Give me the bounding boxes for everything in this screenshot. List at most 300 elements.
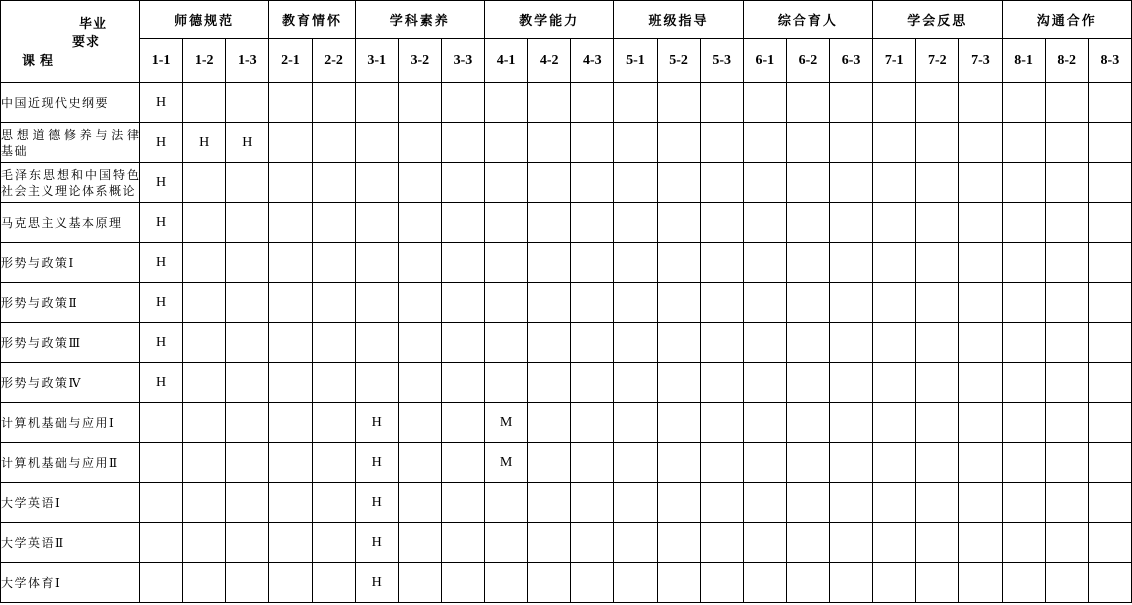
requirement-group-header: 教育情怀	[269, 1, 355, 39]
matrix-cell	[140, 403, 183, 443]
matrix-cell	[786, 403, 829, 443]
matrix-cell	[873, 123, 916, 163]
matrix-cell	[830, 563, 873, 603]
matrix-cell	[1002, 403, 1045, 443]
course-name-cell	[1, 323, 140, 363]
matrix-cell	[528, 323, 571, 363]
matrix-cell	[916, 563, 959, 603]
matrix-cell	[743, 403, 786, 443]
requirement-group-header: 教学能力	[485, 1, 614, 39]
matrix-cell	[269, 123, 312, 163]
matrix-cell	[959, 523, 1002, 563]
matrix-cell	[1088, 443, 1131, 483]
course-name-line: 基础	[1, 143, 29, 158]
matrix-cell	[830, 123, 873, 163]
matrix-cell	[355, 283, 398, 323]
matrix-cell	[657, 443, 700, 483]
matrix-cell	[786, 443, 829, 483]
matrix-cell	[916, 323, 959, 363]
requirement-code-header: 1-1	[140, 39, 183, 83]
matrix-cell	[1002, 483, 1045, 523]
matrix-cell	[441, 203, 484, 243]
matrix-cell	[959, 203, 1002, 243]
matrix-cell	[398, 283, 441, 323]
course-name-cell	[1, 363, 140, 403]
course-name-cell	[1, 83, 140, 123]
matrix-cell	[398, 523, 441, 563]
matrix-cell	[873, 203, 916, 243]
matrix-cell	[657, 403, 700, 443]
matrix-cell	[916, 163, 959, 203]
matrix-cell	[873, 363, 916, 403]
matrix-cell	[1088, 363, 1131, 403]
course-name-cell	[1, 243, 140, 283]
matrix-cell	[183, 323, 226, 363]
matrix-cell	[312, 483, 355, 523]
matrix-cell	[700, 443, 743, 483]
matrix-cell	[786, 243, 829, 283]
matrix-cell	[183, 243, 226, 283]
matrix-cell	[269, 283, 312, 323]
matrix-cell	[1088, 203, 1131, 243]
matrix-cell	[700, 123, 743, 163]
matrix-cell	[1045, 83, 1088, 123]
matrix-cell	[959, 563, 1002, 603]
matrix-cell	[441, 283, 484, 323]
course-name-line: 形势与政策Ⅰ	[1, 255, 75, 270]
matrix-cell	[571, 563, 614, 603]
matrix-cell	[1088, 123, 1131, 163]
matrix-cell	[355, 163, 398, 203]
matrix-cell	[312, 563, 355, 603]
matrix-cell	[485, 83, 528, 123]
matrix-cell	[830, 203, 873, 243]
requirement-code-header: 2-2	[312, 39, 355, 83]
matrix-cell	[873, 483, 916, 523]
course-name-line: 形势与政策Ⅲ	[1, 335, 82, 350]
matrix-cell	[786, 563, 829, 603]
table-row	[1, 523, 1132, 563]
matrix-cell	[614, 243, 657, 283]
matrix-cell	[528, 243, 571, 283]
matrix-cell	[183, 363, 226, 403]
matrix-cell	[873, 443, 916, 483]
matrix-cell	[140, 523, 183, 563]
course-name-cell	[1, 523, 140, 563]
course-name-line: 大学英语Ⅰ	[1, 495, 62, 510]
matrix-cell	[1045, 283, 1088, 323]
matrix-cell	[528, 563, 571, 603]
matrix-cell	[1088, 83, 1131, 123]
requirement-code-header: 1-2	[183, 39, 226, 83]
matrix-cell: H	[355, 523, 398, 563]
matrix-cell	[1045, 563, 1088, 603]
matrix-cell	[571, 283, 614, 323]
matrix-cell	[528, 483, 571, 523]
matrix-cell	[959, 403, 1002, 443]
matrix-cell	[1002, 83, 1045, 123]
matrix-cell	[485, 203, 528, 243]
matrix-cell	[916, 283, 959, 323]
matrix-cell	[398, 563, 441, 603]
matrix-cell	[743, 123, 786, 163]
corner-header-cell	[1, 1, 140, 83]
course-name-cell	[1, 283, 140, 323]
table-row	[1, 443, 1132, 483]
matrix-cell	[485, 483, 528, 523]
matrix-cell	[398, 363, 441, 403]
matrix-cell	[485, 363, 528, 403]
matrix-cell	[786, 363, 829, 403]
courses-label: 课程	[22, 53, 59, 68]
matrix-cell	[571, 323, 614, 363]
matrix-cell	[312, 323, 355, 363]
matrix-cell	[269, 203, 312, 243]
matrix-cell	[830, 243, 873, 283]
matrix-cell	[873, 523, 916, 563]
matrix-cell	[743, 443, 786, 483]
matrix-cell	[312, 283, 355, 323]
matrix-cell	[959, 123, 1002, 163]
requirement-group-header: 师德规范	[140, 1, 269, 39]
matrix-cell	[528, 163, 571, 203]
matrix-cell	[743, 323, 786, 363]
matrix-cell	[312, 203, 355, 243]
matrix-cell	[441, 523, 484, 563]
matrix-cell	[700, 523, 743, 563]
requirement-code-row	[1, 39, 1132, 83]
matrix-cell	[657, 363, 700, 403]
matrix-cell	[1045, 363, 1088, 403]
matrix-cell	[1045, 523, 1088, 563]
course-name-cell	[1, 123, 140, 163]
matrix-cell	[528, 203, 571, 243]
matrix-cell	[183, 563, 226, 603]
matrix-cell	[183, 203, 226, 243]
matrix-cell	[528, 403, 571, 443]
matrix-cell	[269, 523, 312, 563]
matrix-cell	[269, 403, 312, 443]
matrix-cell	[743, 483, 786, 523]
matrix-cell: H	[140, 83, 183, 123]
matrix-cell	[1045, 163, 1088, 203]
matrix-cell	[873, 283, 916, 323]
requirement-code-header: 1-3	[226, 39, 269, 83]
matrix-cell	[571, 83, 614, 123]
matrix-cell	[1045, 203, 1088, 243]
matrix-cell	[312, 363, 355, 403]
matrix-cell	[786, 163, 829, 203]
matrix-cell	[485, 163, 528, 203]
course-name-line: 形势与政策Ⅳ	[1, 375, 82, 390]
matrix-cell	[1088, 563, 1131, 603]
matrix-cell: H	[355, 403, 398, 443]
matrix-cell	[571, 363, 614, 403]
matrix-cell	[916, 403, 959, 443]
matrix-cell	[1002, 243, 1045, 283]
matrix-cell	[183, 443, 226, 483]
matrix-cell	[614, 323, 657, 363]
matrix-cell	[700, 363, 743, 403]
graduation-requirements-label-line2: 要求	[72, 34, 101, 49]
matrix-cell	[657, 323, 700, 363]
course-name-cell	[1, 563, 140, 603]
matrix-cell	[398, 323, 441, 363]
matrix-cell	[614, 363, 657, 403]
matrix-cell	[700, 243, 743, 283]
matrix-cell	[657, 283, 700, 323]
matrix-cell: H	[140, 243, 183, 283]
matrix-cell	[312, 443, 355, 483]
matrix-cell	[269, 483, 312, 523]
matrix-cell	[183, 83, 226, 123]
requirement-code-header: 8-2	[1045, 39, 1088, 83]
matrix-cell	[873, 243, 916, 283]
matrix-cell	[183, 523, 226, 563]
requirement-code-header: 6-2	[786, 39, 829, 83]
matrix-cell	[485, 123, 528, 163]
matrix-cell	[528, 523, 571, 563]
matrix-cell	[1088, 403, 1131, 443]
matrix-cell	[1088, 523, 1131, 563]
matrix-body	[1, 83, 1132, 603]
matrix-cell	[1045, 403, 1088, 443]
matrix-cell	[226, 283, 269, 323]
matrix-cell	[1002, 523, 1045, 563]
matrix-cell	[1045, 483, 1088, 523]
course-name-line: 计算机基础与应用Ⅱ	[1, 455, 119, 470]
matrix-cell	[743, 83, 786, 123]
matrix-cell	[657, 163, 700, 203]
matrix-cell	[657, 563, 700, 603]
matrix-cell	[355, 83, 398, 123]
matrix-cell	[441, 163, 484, 203]
requirement-code-header: 5-2	[657, 39, 700, 83]
matrix-cell: H	[140, 203, 183, 243]
table-row	[1, 363, 1132, 403]
matrix-cell: H	[226, 123, 269, 163]
matrix-cell	[398, 483, 441, 523]
matrix-cell	[1088, 243, 1131, 283]
matrix-cell	[657, 523, 700, 563]
matrix-cell	[398, 163, 441, 203]
matrix-cell	[312, 243, 355, 283]
matrix-cell	[183, 163, 226, 203]
requirement-group-header: 综合育人	[743, 1, 872, 39]
matrix-cell	[786, 83, 829, 123]
matrix-cell	[743, 363, 786, 403]
course-name-line: 形势与政策Ⅱ	[1, 295, 79, 310]
course-name-cell	[1, 443, 140, 483]
course-name-line: 毛泽东思想和中国特色	[1, 167, 139, 182]
matrix-cell	[1002, 443, 1045, 483]
matrix-cell	[700, 83, 743, 123]
requirement-code-header: 8-3	[1088, 39, 1131, 83]
requirement-code-header: 7-1	[873, 39, 916, 83]
matrix-cell	[786, 123, 829, 163]
matrix-cell: H	[140, 363, 183, 403]
matrix-cell	[226, 163, 269, 203]
matrix-cell	[312, 123, 355, 163]
matrix-cell	[786, 283, 829, 323]
requirement-group-header: 学科素养	[355, 1, 484, 39]
requirement-code-header: 5-1	[614, 39, 657, 83]
matrix-cell	[916, 83, 959, 123]
matrix-cell	[916, 123, 959, 163]
matrix-cell	[743, 203, 786, 243]
matrix-cell	[614, 203, 657, 243]
matrix-cell: H	[183, 123, 226, 163]
requirement-group-header: 沟通合作	[1002, 1, 1132, 39]
matrix-cell	[959, 243, 1002, 283]
matrix-cell	[614, 523, 657, 563]
matrix-cell	[959, 323, 1002, 363]
matrix-cell	[1045, 243, 1088, 283]
matrix-cell	[528, 123, 571, 163]
matrix-cell: M	[485, 403, 528, 443]
matrix-cell	[269, 243, 312, 283]
table-row	[1, 403, 1132, 443]
matrix-cell	[571, 403, 614, 443]
matrix-cell	[614, 403, 657, 443]
matrix-cell	[485, 243, 528, 283]
course-name-line: 社会主义理论体系概论	[1, 183, 137, 198]
matrix-cell	[1088, 323, 1131, 363]
matrix-cell	[1045, 323, 1088, 363]
course-name-cell	[1, 483, 140, 523]
matrix-cell	[528, 363, 571, 403]
matrix-cell	[398, 123, 441, 163]
requirement-code-header: 2-1	[269, 39, 312, 83]
course-name-cell	[1, 403, 140, 443]
matrix-cell	[441, 243, 484, 283]
matrix-cell	[614, 83, 657, 123]
matrix-cell	[786, 323, 829, 363]
course-name-line: 大学体育Ⅰ	[1, 575, 62, 590]
matrix-cell	[614, 163, 657, 203]
matrix-cell	[614, 283, 657, 323]
matrix-cell	[743, 243, 786, 283]
matrix-cell	[916, 483, 959, 523]
matrix-cell	[614, 443, 657, 483]
matrix-cell	[226, 523, 269, 563]
matrix-cell: H	[355, 443, 398, 483]
matrix-cell	[700, 403, 743, 443]
matrix-cell	[916, 523, 959, 563]
matrix-cell	[312, 163, 355, 203]
matrix-cell	[959, 283, 1002, 323]
matrix-cell	[1045, 443, 1088, 483]
matrix-cell	[398, 83, 441, 123]
matrix-cell	[743, 523, 786, 563]
matrix-cell	[441, 483, 484, 523]
matrix-cell	[441, 323, 484, 363]
matrix-cell	[959, 83, 1002, 123]
matrix-cell	[830, 403, 873, 443]
course-name-cell	[1, 203, 140, 243]
matrix-cell	[226, 323, 269, 363]
matrix-cell	[916, 363, 959, 403]
course-name-line: 马克思主义基本原理	[1, 215, 123, 230]
matrix-cell	[959, 363, 1002, 403]
matrix-cell	[614, 563, 657, 603]
matrix-cell	[1002, 283, 1045, 323]
matrix-cell	[269, 363, 312, 403]
matrix-cell	[1002, 123, 1045, 163]
matrix-cell	[1088, 163, 1131, 203]
matrix-cell	[700, 203, 743, 243]
matrix-cell	[873, 163, 916, 203]
matrix-cell	[830, 283, 873, 323]
matrix-cell	[528, 443, 571, 483]
matrix-cell	[226, 83, 269, 123]
matrix-cell	[312, 523, 355, 563]
requirement-code-header: 3-2	[398, 39, 441, 83]
matrix-cell	[614, 483, 657, 523]
requirement-group-row	[1, 1, 1132, 39]
requirement-code-header: 8-1	[1002, 39, 1045, 83]
matrix-cell	[657, 123, 700, 163]
matrix-cell	[441, 363, 484, 403]
matrix-cell	[269, 443, 312, 483]
matrix-cell: H	[355, 563, 398, 603]
requirement-code-header: 6-1	[743, 39, 786, 83]
requirement-code-header: 7-2	[916, 39, 959, 83]
matrix-cell: M	[485, 443, 528, 483]
matrix-cell	[786, 483, 829, 523]
matrix-cell	[226, 483, 269, 523]
matrix-cell	[657, 243, 700, 283]
matrix-cell	[140, 483, 183, 523]
matrix-cell	[873, 563, 916, 603]
matrix-cell	[959, 443, 1002, 483]
matrix-cell	[226, 563, 269, 603]
requirement-code-header: 4-3	[571, 39, 614, 83]
table-row	[1, 203, 1132, 243]
matrix-cell	[786, 523, 829, 563]
matrix-cell	[183, 483, 226, 523]
matrix-cell	[269, 83, 312, 123]
matrix-cell	[830, 83, 873, 123]
matrix-cell	[786, 203, 829, 243]
matrix-cell	[1088, 283, 1131, 323]
matrix-cell	[312, 83, 355, 123]
matrix-cell	[743, 163, 786, 203]
matrix-cell	[830, 163, 873, 203]
matrix-cell	[355, 323, 398, 363]
matrix-cell: H	[140, 323, 183, 363]
matrix-cell	[398, 203, 441, 243]
table-row	[1, 83, 1132, 123]
table-row	[1, 323, 1132, 363]
matrix-cell	[140, 443, 183, 483]
course-name-line: 中国近现代史纲要	[1, 95, 110, 110]
matrix-cell	[485, 323, 528, 363]
matrix-cell	[614, 123, 657, 163]
matrix-cell	[571, 203, 614, 243]
requirement-code-header: 4-2	[528, 39, 571, 83]
matrix-cell	[398, 443, 441, 483]
matrix-cell	[700, 163, 743, 203]
table-row	[1, 243, 1132, 283]
requirement-code-header: 4-1	[485, 39, 528, 83]
matrix-cell	[485, 283, 528, 323]
matrix-cell	[441, 443, 484, 483]
matrix-cell	[830, 483, 873, 523]
matrix-cell: H	[140, 163, 183, 203]
matrix-cell: H	[140, 123, 183, 163]
matrix-cell	[441, 403, 484, 443]
